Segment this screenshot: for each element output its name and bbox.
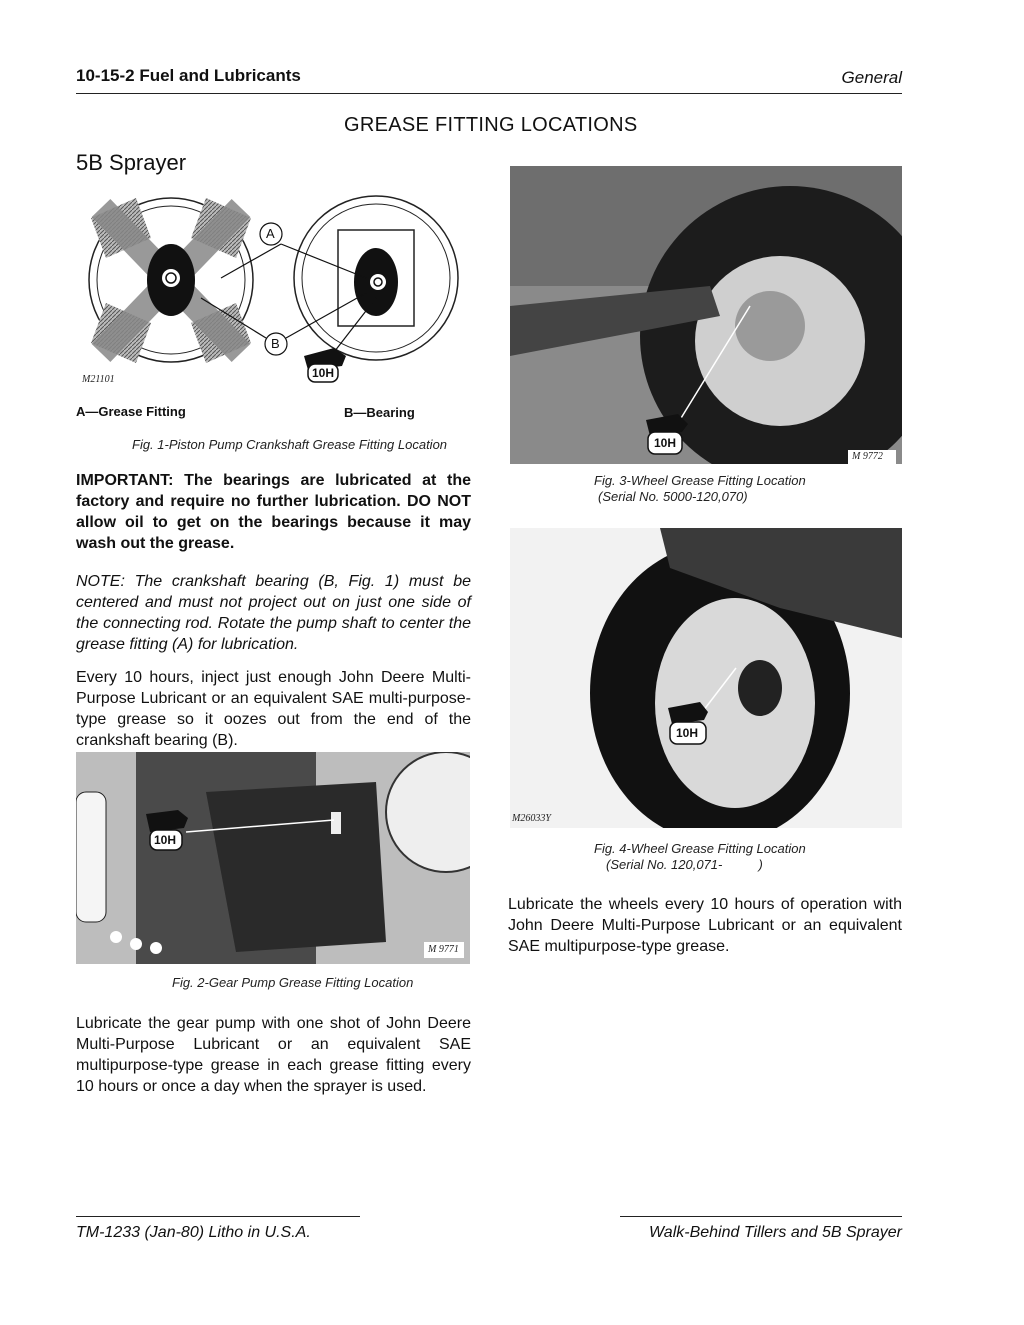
fig1-service-badge: 10H [312, 366, 335, 380]
crankshaft-instructions: Every 10 hours, inject just enough John Deere Multi-Purpose Lubricant or an equivalent SAE multi-purpose-type grease so it oozes out from the end of the crankshaft bearing (B). [76, 669, 471, 749]
figure-4-photo [510, 528, 902, 828]
gear-pump-instructions: Lubricate the gear pump with one shot of John Deere Multi-Purpose Lubricant or an equivalent SAE multipurpose-type grease in each grease fitting every 10 hours or once a day when the sprayer is used. [76, 1015, 471, 1095]
header-category: General [841, 68, 902, 87]
wheel-instructions: Lubricate the wheels every 10 hours of operation with John Deere Multi-Purpose Lubricant or an equivalent SAE multipurpose-type grease. [508, 896, 902, 955]
fig2-id: M 9771 [428, 944, 459, 955]
fig4-id: M26033Y [512, 813, 551, 824]
footer-left: TM-1233 (Jan-80) Litho in U.S.A. [76, 1224, 311, 1241]
footer-rule-right [620, 1216, 902, 1217]
fig2-caption: Fig. 2-Gear Pump Grease Fitting Location [172, 975, 414, 990]
callout-b-label: B [271, 336, 280, 351]
piston-pump-diagram [76, 178, 476, 390]
crankshaft-note: NOTE: The crankshaft bearing (B, Fig. 1) must be centered and must not project out on just one side of the connecting rod. Rotate the pump shaft to center the grease fitting (A) for lubrication. [76, 573, 471, 653]
figure-2-photo [76, 752, 470, 964]
important-note: IMPORTANT: The bearings are lubricated at the factory and require no further lubrication. DO NOT allow oil to get on the bearings because it may wash out the grease. [76, 472, 471, 552]
figure-3-photo [510, 166, 902, 464]
fig3-caption-line2: (Serial No. 5000-120,070) [598, 489, 748, 504]
fig4-caption-line2: (Serial No. 120,071- ) [606, 857, 763, 872]
header-rule [76, 93, 902, 94]
section-title: 5B Sprayer [76, 150, 187, 175]
fig4-service-badge: 10H [676, 726, 699, 740]
legend-a: A—Grease Fitting [76, 404, 186, 419]
figure-1-drawing [76, 178, 476, 390]
callout-a-label: A [266, 226, 275, 241]
footer-rule-left [76, 1216, 360, 1217]
legend-b: B—Bearing [344, 405, 415, 420]
header-section: 10-15-2 Fuel and Lubricants [76, 66, 301, 85]
fig3-id: M 9772 [852, 451, 883, 462]
fig3-service-badge: 10H [654, 436, 677, 450]
page-title: GREASE FITTING LOCATIONS [344, 114, 638, 136]
fig4-caption-line1: Fig. 4-Wheel Grease Fitting Location [594, 841, 806, 856]
fig1-caption: Fig. 1-Piston Pump Crankshaft Grease Fitting Location [132, 437, 448, 452]
fig2-service-badge: 10H [154, 833, 177, 847]
fig1-id: M21101 [82, 374, 115, 385]
fig3-caption-line1: Fig. 3-Wheel Grease Fitting Location [594, 473, 806, 488]
footer-right: Walk-Behind Tillers and 5B Sprayer [648, 1224, 902, 1241]
